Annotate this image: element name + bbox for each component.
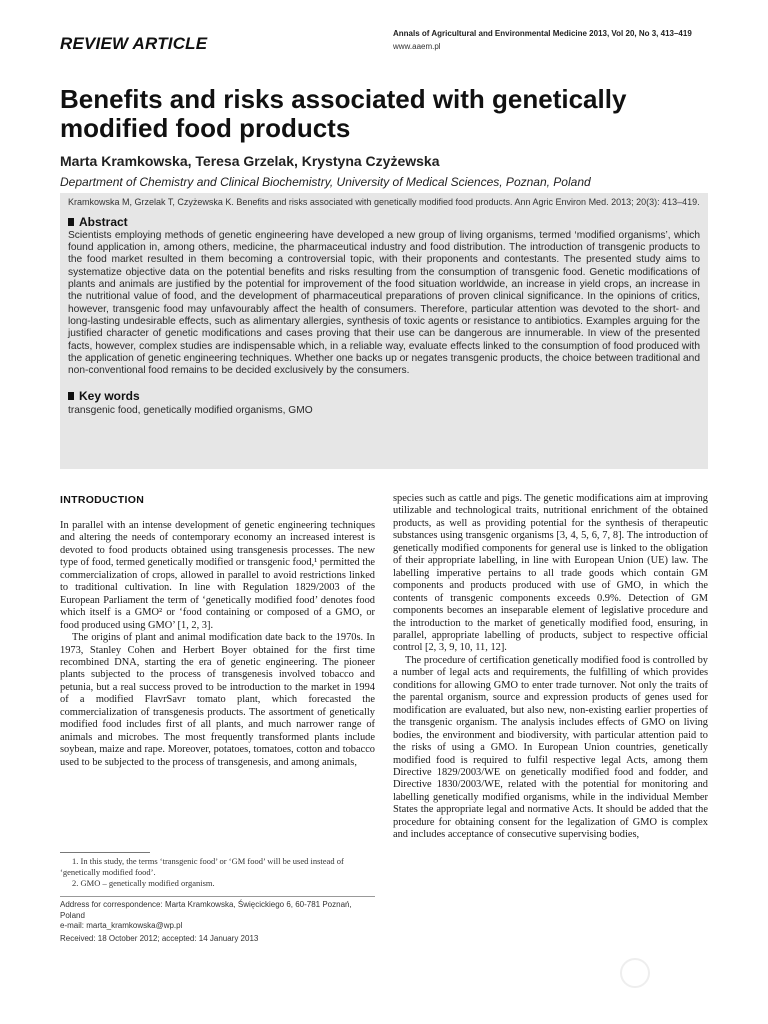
correspondence-block xyxy=(60,900,375,944)
footnote: 2. GMO – genetically modified organism. xyxy=(72,878,215,888)
journal-citation: Annals of Agricultural and Environmental Medicine 2013, Vol 20, No 3, 413–419 xyxy=(393,29,692,38)
body-paragraph: The procedure of certification genetically modified food is controlled by a number of legal acts and requirements, the fulfilling of which provides conditions for allowing GMO to enter trade turnover. Not only the traits of the parental organism, source and expression products of genes used for modification are evaluated, but also new, non-existing earlier properties of the transgenic organism. The analysis includes effects of GMO on living bodies, the environment and biodiversity, with particular attention paid to the risks of using a GMO. In European Union countries, genetically modified food is required to fulfil respective legal Acts, among them Directive 1829/2003/WE on genetically modified food and fodder, and Directive 1830/2003/WE, related with the potential for monitoring and labelling genetically modified organisms, while in the individual Member States the appropriate legal and normative Acts. It should be added that the procedure for obtaining consent for the legalization of GMO is complex and includes acceptance of consecutive supervising bodies, xyxy=(393,654,708,841)
keywords-heading-label: Key words xyxy=(79,388,140,403)
body-paragraph: In parallel with an intense development of genetic engineering techniques and altering the needs of contemporary economy an increased interest is devoted to food products obtained using transgenesis processes. The new type of food, termed genetically modified or transgenic food,¹ permitted the commercialization of crops, allowed in parallel to avoid restrictions linked to traditional cultivation. In line with Regulation 1829/2003 of the European Parliament the term of ‘genetically modified food’ denotes food which itself is a GMO² or ‘food containing or composed of a GMO, or food produced using GMO’ [1, 2, 3]. xyxy=(60,520,375,631)
footnotes xyxy=(60,856,375,889)
author-list: Marta Kramkowska, Teresa Grzelak, Krystyna Czyżewska xyxy=(60,153,440,169)
abstract-heading-label: Abstract xyxy=(79,214,128,229)
body-paragraph: species such as cattle and pigs. The genetic modifications aim at improving utilizable and technological traits, nutritional enrichment of the obtained products, as well as providing potential for the synthesis of therapeutic substances using transgenic organisms [3, 4, 5, 6, 7, 8]. The introduction of genetically modified components for general use is linked to the obligation of their appropriate labelling, in line with European Union (UE) law. The labelling imperative pertains to all trade goods which contain GM components and products produced with use of GMO, in which the contents of transgenic components exceeds 0.9%. Detection of GM components becomes an inseparable element of legislative procedure and the introduction to the market of genetically modified food, ensuring, in parallel, appropriate labelling of products, subject to respective official control [2, 3, 9, 10, 11, 12]. xyxy=(393,493,708,654)
article-title: Benefits and risks associated with genetically modified food products xyxy=(60,84,627,143)
body-column-left xyxy=(60,520,375,769)
watermark-icon xyxy=(620,958,650,988)
body-column-right xyxy=(393,493,708,842)
keywords-heading xyxy=(68,389,700,403)
introduction-heading: INTRODUCTION xyxy=(60,494,145,506)
abstract-heading xyxy=(68,215,700,229)
correspondence-address: Address for correspondence: Marta Kramkowska, Święcickiego 6, 60-781 Poznań, Poland xyxy=(60,900,352,920)
footnote: 1. In this study, the terms ‘transgenic food’ or ‘GM food’ will be used instead of ‘genetically modified food’. xyxy=(60,856,344,877)
square-bullet-icon xyxy=(68,392,74,400)
received-dates: Received: 18 October 2012; accepted: 14 January 2013 xyxy=(60,933,259,943)
affiliation: Department of Chemistry and Clinical Biochemistry, University of Medical Sciences, Poznan, Poland xyxy=(60,175,591,189)
abstract-text: Scientists employing methods of genetic engineering have developed a new group of living organisms, termed ‘modified organisms’, which found application in, among others, medicine, the pharmaceutical industry and food distribution. The introduction of transgenic products to the food market resulted in them becoming a controversial topic, with their proponents and contestants. The presented study aims to systematize objective data on the potential benefits and risks resulting from the consumption of transgenic food. Genetic modifications of plants and animals are justified by the potential for improvement of the food situation worldwide, an increase in yield crops, an increase in the nutritional value of food, and the development of pharmaceutical preparations of proven clinical significance. In the opinions of critics, however, transgenic food may unfavourably affect the health of consumers. Therefore, particular attention was devoted to the short- and long-lasting undesirable effects, such as alimentary allergies, synthesis of toxic agents or resistance to antibiotics. Examples arguing for the justified character of genetic modifications and cases proving that their use can be dangerous are innumerable. In view of the presented facts, however, complex studies are indispensable which, in a reliable way, evaluate effects linked to the consumption of food produced with the application of genetic engineering techniques. Whether one backs up or negates transgenic products, the choice between traditional and non-conventional food remains to be decided exclusively by the consumers. xyxy=(68,229,700,377)
abstract-box xyxy=(60,193,708,469)
citation-text: Kramkowska M, Grzelak T, Czyżewska K. Benefits and risks associated with genetically modified food products. Ann Agric Environ Med. 2013; 20(3): 413–419. xyxy=(68,197,700,207)
article-type-label: REVIEW ARTICLE xyxy=(60,34,208,53)
footnote-divider xyxy=(60,852,150,853)
body-paragraph: The origins of plant and animal modification date back to the 1970s. In 1973, Stanley Cohen and Herbert Boyer obtained for the first time recombined DNA, starting the era of genetic engineering. The pioneer plants subjected to the process of transgenesis involved tobacco and petunia, but a real success proved to be introduction to the market in 1994 of a modified FlavrSavr tomato plant, which forecasted the commercialization of transgenesis products. The assortment of genetically modified food includes first of all plants, and much narrower range of animals and microbes. The most frequently transformed plants include soybean, maize and rape. Moreover, potatoes, tomatoes, cotton and tobacco used to be subjected to the process of transgenesis, and among animals, xyxy=(60,632,375,768)
correspondence-email[interactable]: e-mail: marta_kramkowska@wp.pl xyxy=(60,921,183,930)
square-bullet-icon xyxy=(68,218,74,226)
correspondence-divider xyxy=(60,896,375,897)
journal-url[interactable]: www.aaem.pl xyxy=(393,42,441,51)
keywords-text: transgenic food, genetically modified organisms, GMO xyxy=(68,404,313,416)
